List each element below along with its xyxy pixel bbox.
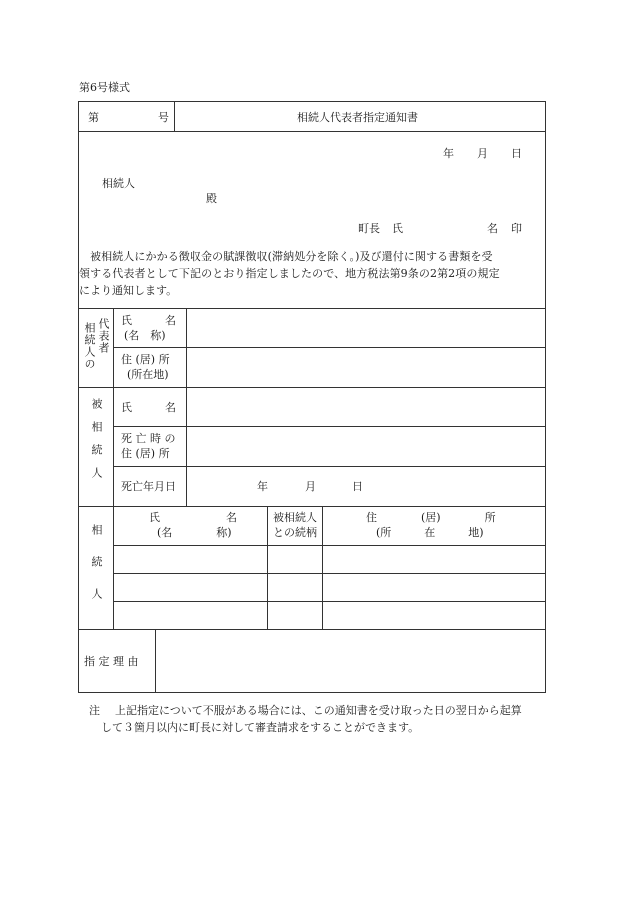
heir-2-address-field[interactable]	[323, 574, 545, 601]
date-year: 年	[443, 147, 454, 160]
designation-reason-field[interactable]	[156, 630, 545, 692]
death-date-label: 死亡年月日	[121, 480, 176, 493]
deceased-address-sublabel: 住 (居) 所	[121, 447, 170, 460]
deceased-name-field[interactable]	[187, 388, 545, 426]
header-go: 号	[158, 111, 169, 124]
rep-address-field[interactable]	[187, 348, 545, 387]
heir-3-name-field[interactable]	[114, 602, 267, 629]
date-day: 日	[511, 147, 522, 160]
rep-address-label: 住 (居) 所	[121, 353, 170, 366]
heirs-col-name: 氏 名	[149, 511, 237, 524]
deceased-name-label: 氏 名	[121, 401, 176, 414]
issuer-mei: 名	[487, 222, 498, 235]
note-line-2: して３箇月以内に町長に対して審査請求をすることができます。	[101, 721, 420, 734]
heirs-col-relation-sub: との続柄	[273, 526, 317, 539]
heir-1-address-field[interactable]	[323, 546, 545, 573]
document-title: 相続人代表者指定通知書	[297, 111, 418, 124]
heir-3-relation-field[interactable]	[268, 602, 322, 629]
recipient-label: 相続人	[102, 177, 135, 190]
rep-label-divider	[113, 308, 114, 388]
recipient-honorific: 殿	[206, 192, 217, 205]
body-line-1: 被相続人にかかる徴収金の賦課徴収(滞納処分を除く。)及び還付に関する書類を受	[90, 250, 493, 263]
deceased-address-field[interactable]	[187, 427, 545, 466]
form-number-label: 第6号様式	[79, 81, 130, 94]
heirs-col-name-sub: (名 称)	[157, 526, 232, 539]
table-border-right	[545, 101, 546, 693]
heirs-col-relation: 被相続人	[273, 511, 317, 524]
body-line-3: により通知します。	[79, 284, 178, 297]
header-divider	[174, 101, 175, 132]
deceased-label-divider	[113, 387, 114, 507]
designation-reason-label: 指 定 理 由	[84, 655, 139, 668]
note-label: 注	[89, 704, 100, 717]
rep-section-label-1: 代表者	[97, 318, 110, 354]
table-border-bottom	[78, 692, 546, 693]
header-bottom-line	[78, 131, 546, 132]
rep-name-sublabel: (名 称)	[124, 329, 166, 342]
rep-section-label-2: 相続人の	[83, 322, 96, 370]
table-border-top	[78, 101, 546, 102]
rep-name-field[interactable]	[187, 309, 545, 347]
heir-2-relation-field[interactable]	[268, 574, 322, 601]
rep-name-label: 氏 名	[121, 314, 176, 327]
rep-address-sublabel: (所在地)	[127, 368, 169, 381]
heir-1-relation-field[interactable]	[268, 546, 322, 573]
issuer-shi: 氏	[392, 222, 403, 235]
note-line-1: 上記指定について不服がある場合には、この通知書を受け取った日の翌日から起算	[115, 704, 522, 717]
heir-3-address-field[interactable]	[323, 602, 545, 629]
heir-2-name-field[interactable]	[114, 574, 267, 601]
heirs-section-label: 相続人	[90, 524, 103, 620]
table-border-left	[78, 101, 79, 693]
death-date-year: 年	[257, 480, 268, 493]
header-dai: 第	[88, 111, 99, 124]
issuer-title: 町長	[358, 222, 380, 235]
heirs-top-line	[78, 506, 546, 507]
body-line-2: 領する代表者として下記のとおり指定しましたので、地方税法第9条の2第2項の規定	[79, 267, 500, 280]
deceased-address-label: 死 亡 時 の	[121, 432, 176, 445]
heirs-col-address-sub: (所 在 地)	[376, 526, 484, 539]
issuer-seal: 印	[511, 222, 522, 235]
heir-1-name-field[interactable]	[114, 546, 267, 573]
deceased-line-2	[113, 466, 546, 467]
deceased-section-label: 被相続人	[90, 398, 103, 490]
heirs-col-address: 住 (居) 所	[366, 511, 496, 524]
death-date-month: 月	[305, 480, 316, 493]
death-date-day: 日	[352, 480, 363, 493]
date-month: 月	[477, 147, 488, 160]
